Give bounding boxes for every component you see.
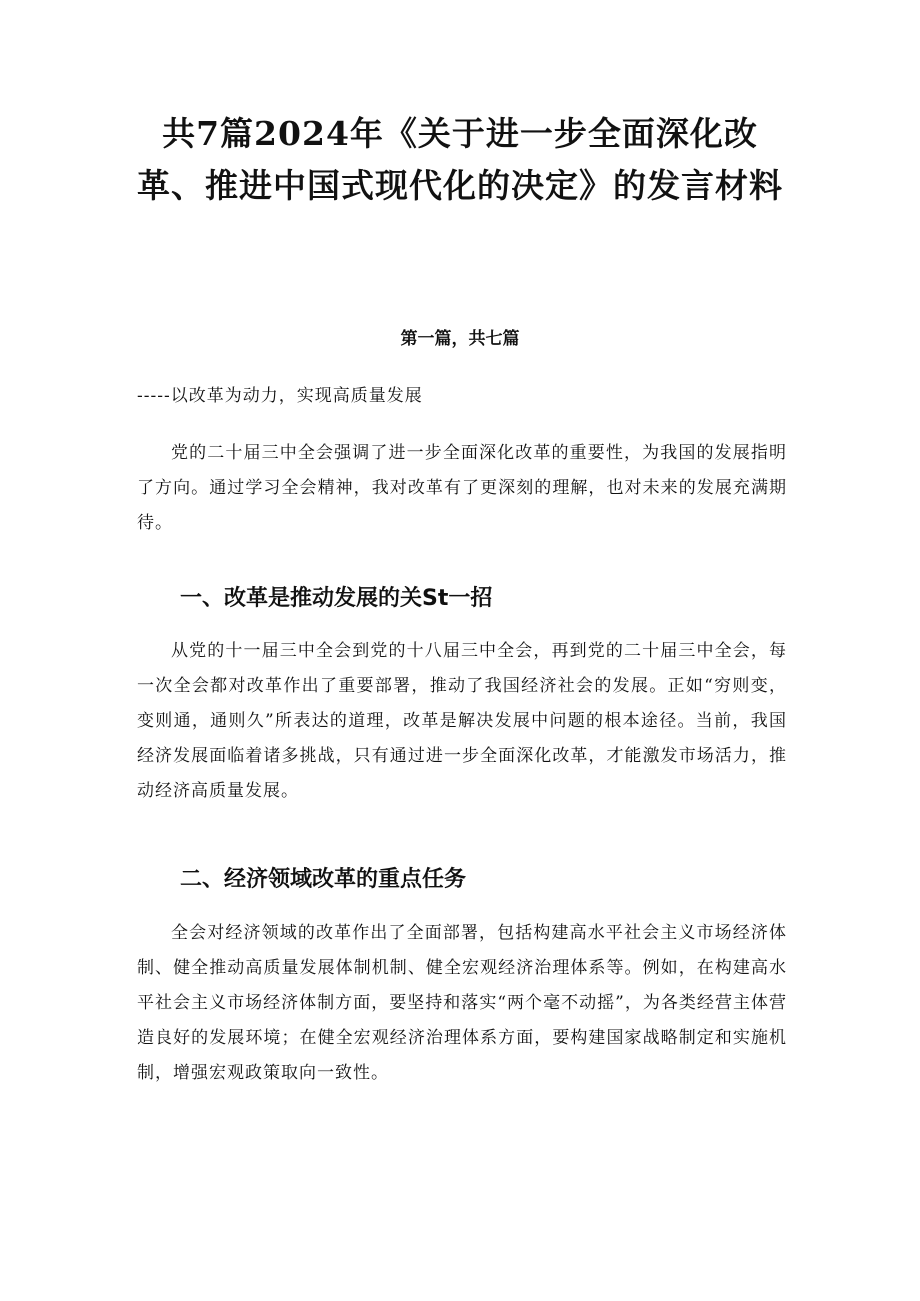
subtitle: -----以改革为动力，实现高质量发展 (137, 386, 423, 406)
section-paragraph-1: 从党的十一届三中全会到党的十八届三中全会，再到党的二十届三中全会，每一次全会都对改革作出了重要部署，推动了我国经济社会的发展。正如“穷则变，变则通，通则久”所表达的道理，改革是解决发展中问题的根本途径。当前，我国经济发展面临着诸多挑战，只有通过进一步全面深化改革，才能激发市场活力，推动经济高质量发展。 (137, 641, 787, 801)
part-heading: 第一篇，共七篇 (400, 329, 520, 349)
intro-paragraph: 党的二十届三中全会强调了进一步全面深化改革的重要性，为我国的发展指明了方向。通过学习全会精神，我对改革有了更深刻的理解，也对未来的发展充满期待。 (137, 443, 787, 533)
section-heading-2: 二、经济领域改革的重点任务 (180, 867, 467, 892)
section-heading-1: 一、改革是推动发展的关St一招 (180, 586, 493, 611)
section-paragraph-2: 全会对经济领域的改革作出了全面部署，包括构建高水平社会主义市场经济体制、健全推动高质量发展体制机制、健全宏观经济治理体系等。例如，在构建高水平社会主义市场经济体制方面，要坚持和落实“两个毫不动摇”，为各类经营主体营造良好的发展环境；在健全宏观经济治理体系方面，要构建国家战略制定和实施机制，增强宏观政策取向一致性。 (137, 923, 787, 1083)
document-title: 共7篇2024年《关于进一步全面深化改革、推进中国式现代化的决定》的发言材料 (137, 114, 783, 205)
